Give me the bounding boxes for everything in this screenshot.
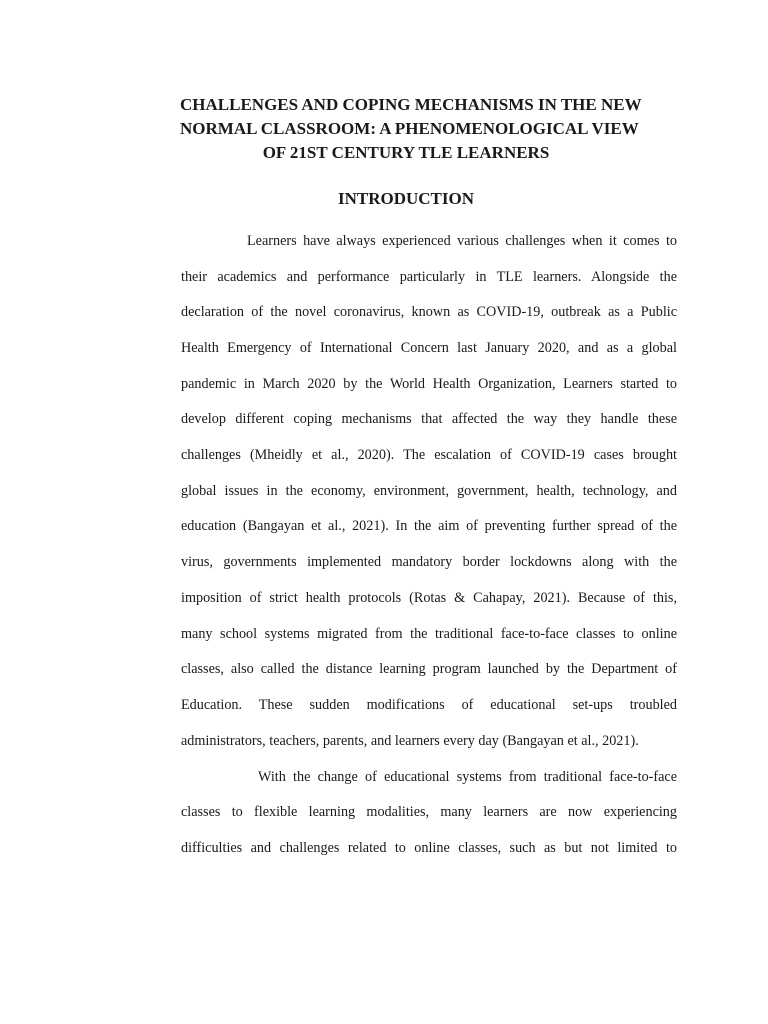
paragraph-line: Health Emergency of International Concern last January 2020, and as a global — [181, 340, 677, 356]
paragraph-line: global issues in the economy, environment, government, health, technology, and — [181, 483, 677, 499]
title-line: CHALLENGES AND COPING MECHANISMS IN THE NEW — [180, 95, 642, 114]
paragraph-line: education (Bangayan et al., 2021). In the aim of preventing further spread of the — [181, 518, 677, 534]
title-line: OF 21ST CENTURY TLE LEARNERS — [262, 143, 550, 162]
paper-title — [180, 93, 642, 165]
paragraph-line: virus, governments implemented mandatory border lockdowns along with the — [181, 554, 677, 570]
paragraph-line: many school systems migrated from the traditional face-to-face classes to online — [181, 626, 677, 642]
paragraph-line: classes to flexible learning modalities, many learners are now experiencing — [181, 804, 677, 820]
paragraph-line: imposition of strict health protocols (Rotas & Cahapay, 2021). Because of this, — [181, 590, 677, 606]
paragraph-line: classes, also called the distance learning program launched by the Department of — [181, 661, 677, 677]
paragraph-line: declaration of the novel coronavirus, known as COVID-19, outbreak as a Public — [181, 304, 677, 320]
paragraph-line: Education. These sudden modifications of educational set-ups troubled — [181, 697, 677, 713]
section-heading: INTRODUCTION — [337, 189, 475, 208]
paragraph-line: challenges (Mheidly et al., 2020). The escalation of COVID-19 cases brought — [181, 447, 677, 463]
title-line: NORMAL CLASSROOM: A PHENOMENOLOGICAL VIEW — [180, 119, 639, 138]
paragraph-line: administrators, teachers, parents, and learners every day (Bangayan et al., 2021). — [181, 733, 639, 749]
paragraph-line: their academics and performance particularly in TLE learners. Alongside the — [181, 269, 677, 285]
paragraph-line: With the change of educational systems from traditional face-to-face — [258, 769, 677, 785]
paragraph-line: pandemic in March 2020 by the World Health Organization, Learners started to — [181, 376, 677, 392]
paragraph-line: Learners have always experienced various challenges when it comes to — [247, 233, 677, 249]
paragraph-line: develop different coping mechanisms that affected the way they handle these — [181, 411, 677, 427]
paragraph-line: difficulties and challenges related to online classes, such as but not limited to — [181, 840, 677, 856]
